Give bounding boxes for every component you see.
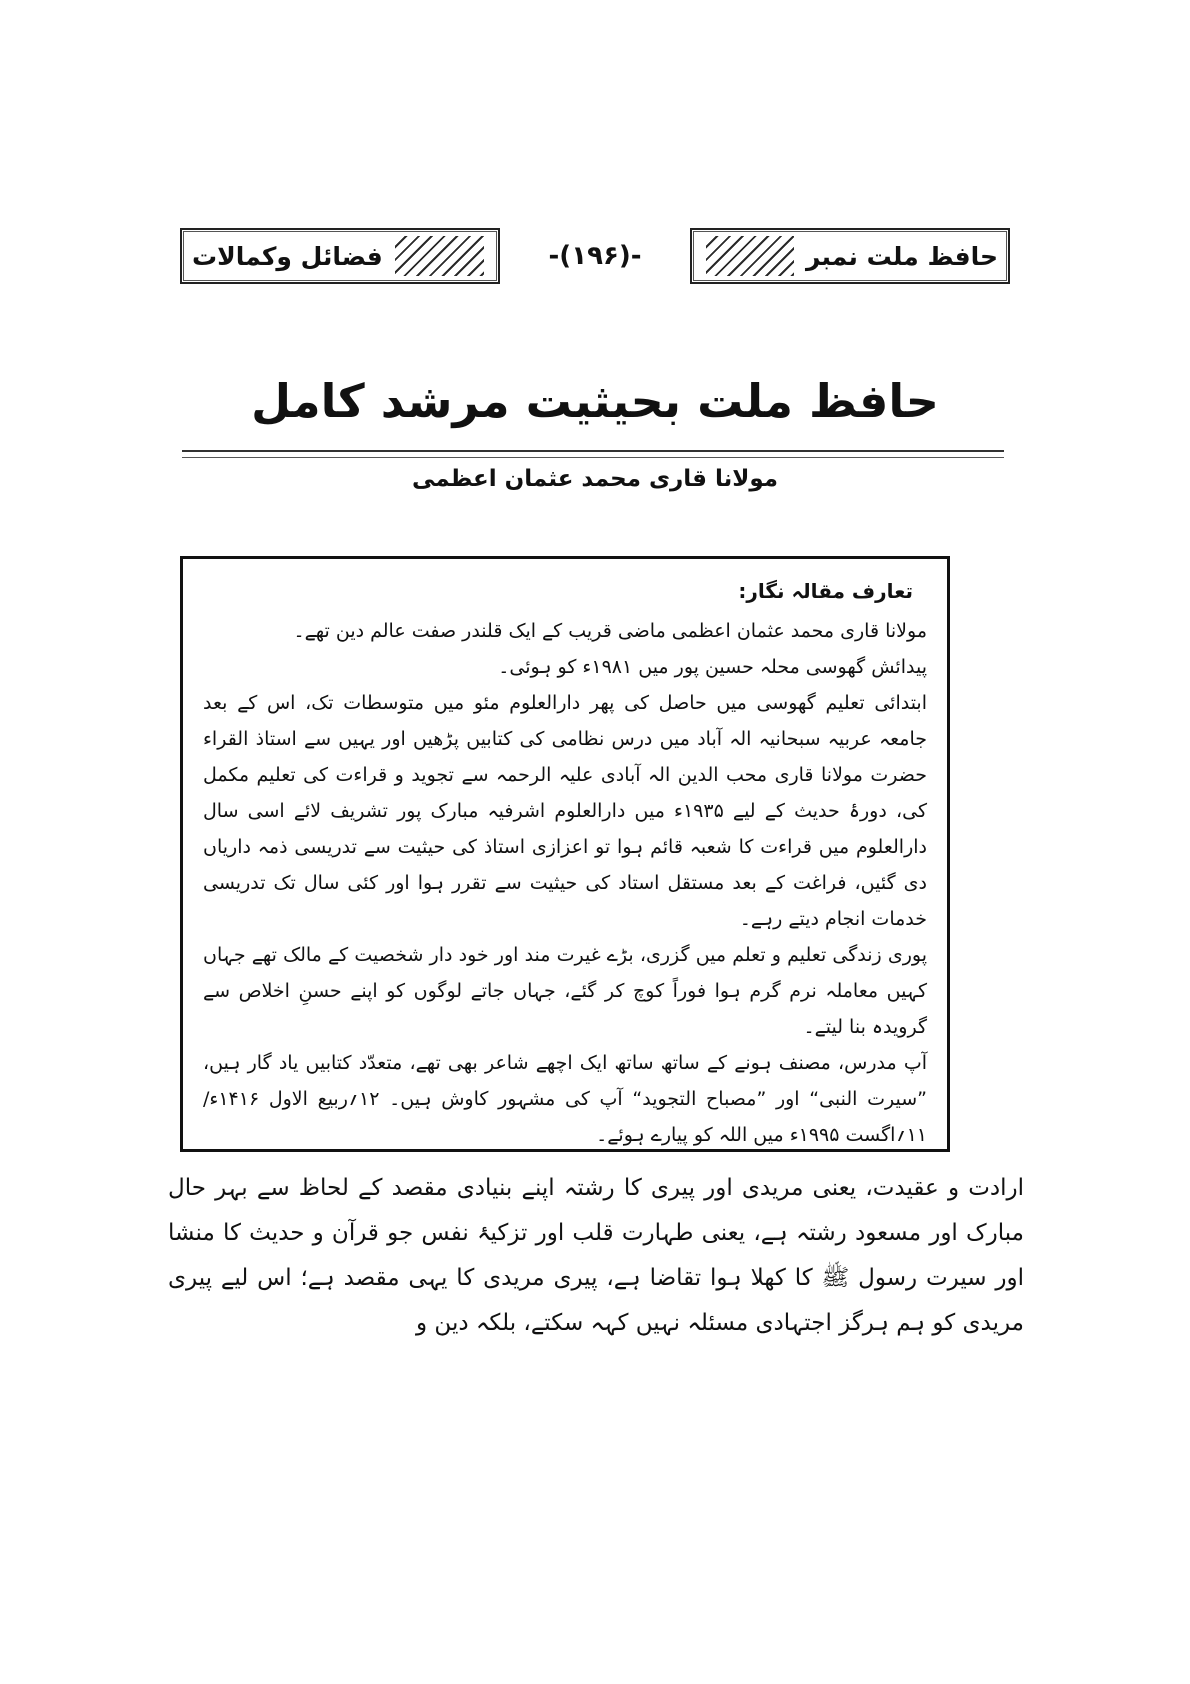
page-header	[180, 228, 1010, 284]
page-number: -(۱۹۶)-	[548, 241, 642, 271]
article-title: حافظ ملت بحیثیت مرشد کامل	[251, 374, 939, 428]
intro-box-heading: تعارف مقالہ نگار:	[738, 579, 913, 603]
body-paragraph: ارادت و عقیدت، یعنی مریدی اور پیری کا رشتہ اپنے بنیادی مقصد کے لحاظ سے بہر حال مبارک اور مسعود رشتہ ہے، یعنی طہارت قلب اور تزکیۂ نفس جو قرآن و حدیث کا منشا اور سیرت رسول ﷺ کا کھلا ہوا تقاضا ہے، پیری مریدی کا یہی مقصد ہے؛ اس لیے پیری مریدی کو ہم ہرگز اجتہادی مسئلہ نہیں کہہ سکتے، بلکہ دین و	[168, 1175, 1024, 1336]
intro-paragraph: مولانا قاری محمد عثمان اعظمی ماضی قریب کے ایک قلندر صفت عالم دین تھے۔	[293, 620, 927, 642]
title-divider	[182, 450, 1004, 458]
intro-box	[180, 556, 950, 1152]
article-body	[168, 1166, 1024, 1346]
diagonal-hatch-icon	[395, 236, 484, 276]
header-left-box	[180, 228, 500, 284]
article-author: مولانا قاری محمد عثمان اعظمی	[411, 466, 779, 492]
intro-paragraph: پوری زندگی تعلیم و تعلم میں گزری، بڑے غیرت مند اور خود دار شخصیت کے مالک تھے جہاں کہیں معاملہ نرم گرم ہوا فوراً کوچ کر گئے، جہاں جاتے لوگوں کو اپنے حسنِ اخلاص سے گرویدہ بنا لیتے۔	[203, 944, 927, 1038]
header-left-label: فضائل وکمالات	[192, 241, 383, 271]
diagonal-hatch-icon	[706, 236, 794, 276]
intro-paragraph: آپ مدرس، مصنف ہونے کے ساتھ ساتھ ایک اچھے شاعر بھی تھے، متعدّد کتابیں یاد گار ہیں، ”سیرت النبی“ اور ”مصباح التجوید“ آپ کی مشہور کاوش ہیں۔ ۱۲؍ربیع الاول ۱۴۱۶ء/۱۱؍اگست ۱۹۹۵ء میں اللہ کو پیارے ہوئے۔	[203, 1052, 927, 1146]
header-right-box	[690, 228, 1010, 284]
intro-paragraph: ابتدائی تعلیم گھوسی میں حاصل کی پھر دارالعلوم مئو میں متوسطات تک، اس کے بعد جامعہ عربیہ سبحانیہ الہ آباد میں درس نظامی کی کتابیں پڑھیں اور یہیں سے استاذ القراء حضرت مولانا قاری محب الدین الہ آبادی علیہ الرحمہ سے تجوید و قراءت کی تعلیم مکمل کی، دورۂ حدیث کے لیے ۱۹۳۵ء میں دارالعلوم اشرفیہ مبارک پور تشریف لائے اسی سال دارالعلوم میں قراءت کا شعبہ قائم ہوا تو اعزازی استاذ کی حیثیت سے تدریسی ذمہ داریاں دی گئیں، فراغت کے بعد مستقل استاد کی حیثیت سے تقرر ہوا اور کئی سال تک تدریسی خدمات انجام دیتے رہے۔	[203, 692, 927, 930]
header-right-label: حافظ ملت نمبر	[805, 241, 998, 271]
intro-paragraph: پیدائش گھوسی محلہ حسین پور میں ۱۹۸۱ء کو ہوئی۔	[498, 656, 927, 678]
